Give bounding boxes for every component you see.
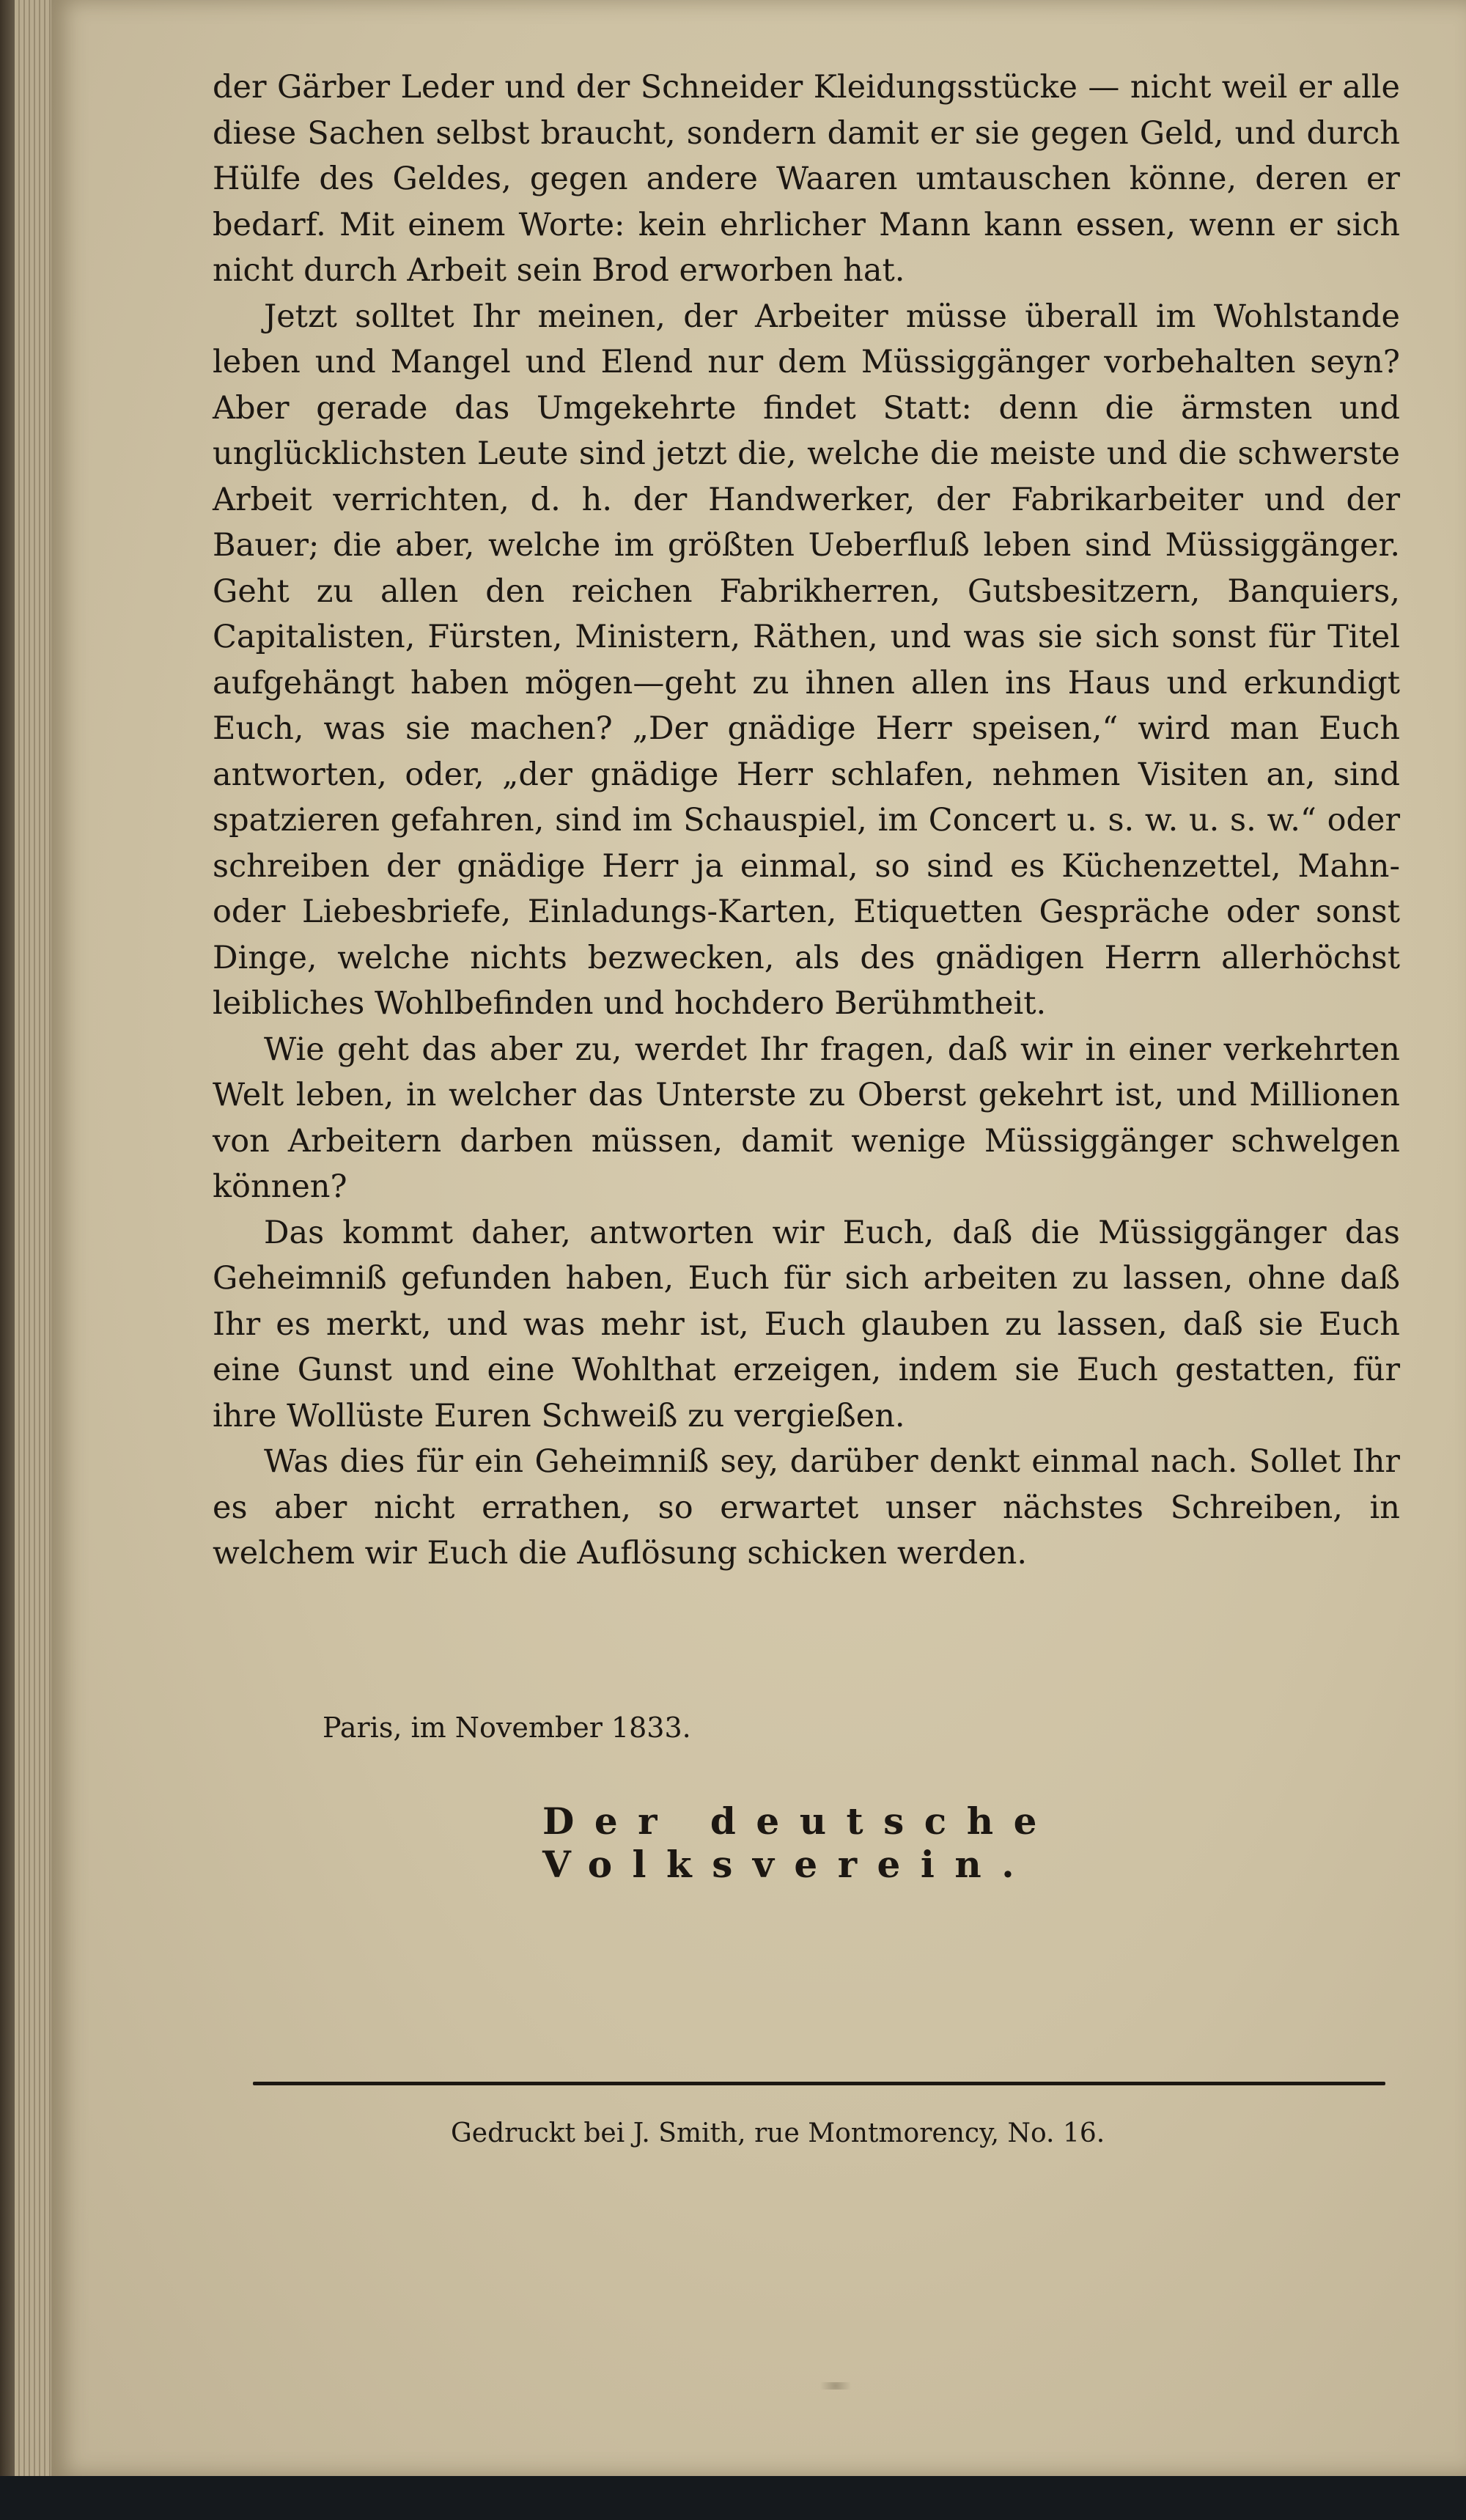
ink-smudge [814, 2382, 858, 2390]
paragraph-question: Wie geht das aber zu, werdet Ihr fragen, daß wir in einer verkehrten Welt leben, in welcher das Unterste zu Oberst gekehrt ist, und Millionen von Arbeitern darben müssen, damit wenige Müssiggänger schwelgen können? [213, 1031, 1400, 1205]
signature: Der deutsche Volksverein. [542, 1799, 1057, 1886]
paragraph-secret: Was dies für ein Geheimniß sey, darüber denkt einmal nach. Sollet Ihr es aber nicht errathen, so erwartet unser nächstes Schreiben, in welchem wir Euch die Auflösung schicken werden. [213, 1443, 1400, 1572]
printer-imprint: Gedruckt bei J. Smith, rue Montmorency, No. 16. [451, 2118, 1105, 2148]
paragraph-answer: Das kommt daher, antworten wir Euch, daß die Müssiggänger das Geheimniß gefunden haben, Euch für sich arbeiten zu lassen, ohne daß Ihr es merkt, und was mehr ist, Euch glauben zu lassen, daß sie Euch eine Gunst und eine Wohlthat erzeigen, indem sie Euch gestatten, für ihre Wollüste Euren Schweiß zu vergießen. [213, 1214, 1400, 1434]
body-text [213, 65, 1400, 1577]
paragraph-continuation: der Gärber Leder und der Schneider Kleidungsstücke — nicht weil er alle diese Sachen selbst braucht, sondern damit er sie gegen Geld, und durch Hülfe des Geldes, gegen andere Waaren umtauschen könne, deren er bedarf. Mit einem Worte: kein ehrlicher Mann kann essen, wenn er sich nicht durch Arbeit sein Brod erworben hat. [213, 69, 1400, 289]
paragraph-worker: Jetzt solltet Ihr meinen, der Arbeiter müsse überall im Wohlstande leben und Mangel und Elend nur dem Müssiggänger vorbehalten seyn? Aber gerade das Umgekehrte findet Statt: denn die ärmsten und unglücklichsten Leute sind jetzt die, welche die meiste und die schwerste Arbeit verrichten, d. h. der Handwerker, der Fabrikarbeiter und der Bauer; die aber, welche im größten Ueberfluß leben sind Müssiggänger. Geht zu allen den reichen Fabrikherren, Gutsbesitzern, Banquiers, Capitalisten, Fürsten, Ministern, Räthen, und was sie sich sonst für Titel aufgehängt haben mögen—geht zu ihnen allen ins Haus und erkundigt Euch, was sie machen? „Der gnädige Herr speisen,“ wird man Euch antworten, oder, „der gnädige Herr schlafen, nehmen Visiten an, sind spatzieren gefahren, sind im Schauspiel, im Concert u. s. w. u. s. w.“ oder schreiben der gnädige Herr ja einmal, so sind es Küchenzettel, Mahn- oder Liebesbriefe, Einladungs-Karten, Etiquetten Gespräche oder sonst Dinge, welche nichts bezwecken, als des gnädigen Herrn allerhöchst leibliches Wohlbefinden und hochdero Berühmtheit. [213, 298, 1400, 1022]
divider-rule [253, 2082, 1385, 2085]
scan-background-strip [0, 2476, 1466, 2520]
place-date: Paris, im November 1833. [323, 1712, 691, 1744]
